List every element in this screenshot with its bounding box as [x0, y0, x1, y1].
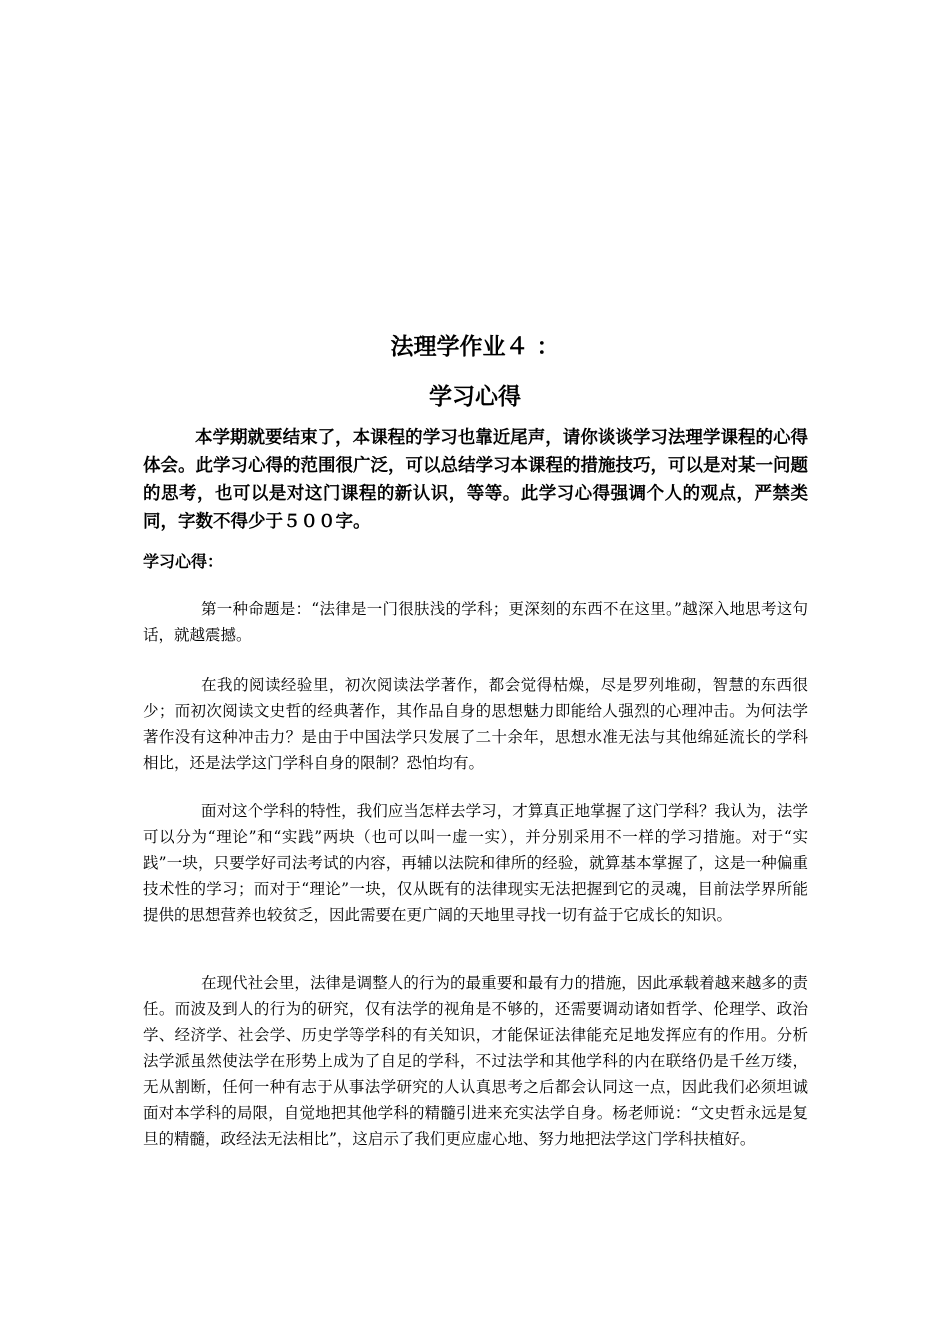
paragraph-1: 第一种命题是：“法律是一门很肤浅的学科；更深刻的东西不在这里。”越深入地思考这句话，就越震撼。	[143, 600, 808, 644]
paragraph-2: 在我的阅读经验里，初次阅读法学著作，都会觉得枯燥，尽是罗列堆砌，智慧的东西很少；而初次阅读文史哲的经典著作，其作品自身的思想魅力即能给人强烈的心理冲击。为何法学著作没有这种冲击力？是由于中国法学只发展了二十余年，思想水准无法与其他绵延流长的学科相比，还是法学这门学科自身的限制？恐怕均有。	[143, 676, 808, 772]
section-label: 学习心得：	[143, 552, 224, 571]
document-title: 法理学作业４ ：	[390, 334, 560, 360]
assignment-prompt: 本学期就要结束了，本课程的学习也靠近尾声，请你谈谈学习法理学课程的心得体会。此学习心得的范围很广泛，可以总结学习本课程的措施技巧，可以是对某一问题的思考，也可以是对这门课程的新认识，等等。此学习心得强调个人的观点，严禁类同，字数不得少于５００字。	[143, 428, 808, 532]
paragraph-4: 在现代社会里，法律是调整人的行为的最重要和最有力的措施，因此承载着越来越多的责任。而波及到人的行为的研究，仅有法学的视角是不够的，还需要调动诸如哲学、伦理学、政治学、经济学、社会学、历史学等学科的有关知识，才能保证法律能充足地发挥应有的作用。分析法学派虽然使法学在形势上成为了自足的学科，不过法学和其他学科的内在联络仍是千丝万缕，无从割断，任何一种有志于从事法学研究的人认真思考之后都会认同这一点，因此我们必须坦诚面对本学科的局限，自觉地把其他学科的精髓引进来充实法学自身。杨老师说：“文史哲永远是复旦的精髓，政经法无法相比”，这启示了我们更应虚心地、努力地把法学这门学科扶植好。	[143, 974, 808, 1148]
document-subtitle: 学习心得	[429, 384, 521, 410]
paragraph-3: 面对这个学科的特性，我们应当怎样去学习，才算真正地掌握了这门学科？我认为，法学可以分为“理论”和“实践”两块（也可以叫一虚一实），并分别采用不一样的学习措施。对于“实践”一块，只要学好司法考试的内容，再辅以法院和律所的经验，就算基本掌握了，这是一种偏重技术性的学习；而对于“理论”一块，仅从既有的法律现实无法把握到它的灵魂，目前法学界所能提供的思想营养也较贫乏，因此需要在更广阔的天地里寻找一切有益于它成长的知识。	[143, 802, 808, 924]
